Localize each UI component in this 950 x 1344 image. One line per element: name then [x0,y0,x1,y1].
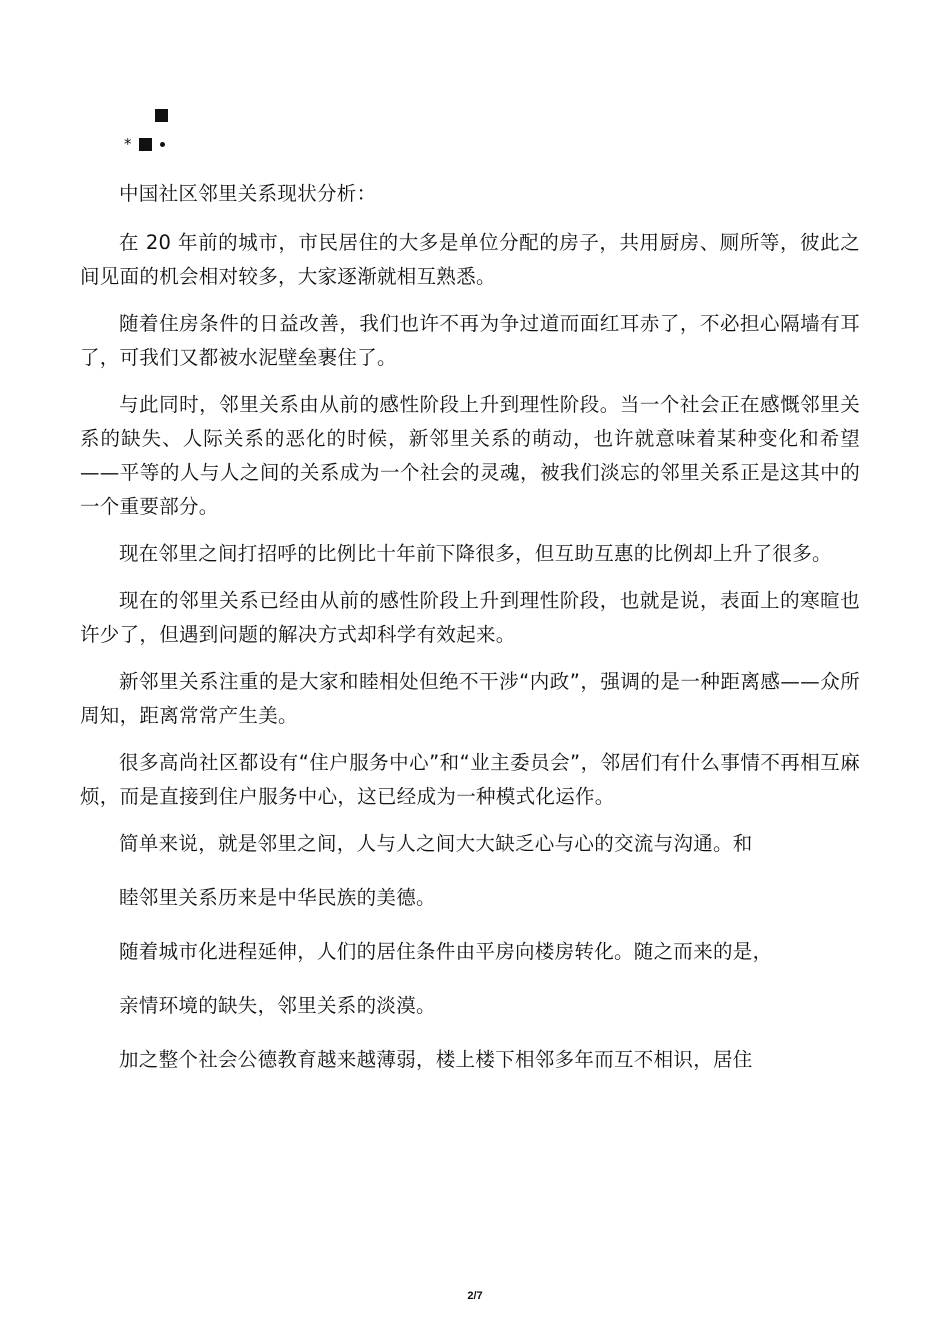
page-number: 2/7 [467,1290,483,1302]
paragraph: 随着城市化进程延伸，人们的居住条件由平房向楼房转化。随之而来的是， [119,940,773,963]
section-heading: 中国社区邻里关系现状分析： [119,182,377,205]
paragraph: 亲情环境的缺失，邻里关系的淡漠。 [119,994,436,1017]
paragraph: 现在邻里之间打招呼的比例比十年前下降很多，但互助互惠的比例却上升了很多。 [119,542,832,565]
asterisk-mark: * [124,135,132,153]
paragraph: 随着住房条件的日益改善，我们也许不再为争过道而面红耳赤了，不必担心隔墙有耳了，可我们又都被水泥壁垒裹住了。 [80,312,860,369]
paragraph: 与此同时，邻里关系由从前的感性阶段上升到理性阶段。当一个社会正在感慨邻里关系的缺失、人际关系的恶化的时候，新邻里关系的萌动，也许就意味着某种变化和希望——平等的人与人之间的关系成为一个社会的灵魂，被我们淡忘的邻里关系正是这其中的一个重要部分。 [80,393,860,518]
paragraph: 现在的邻里关系已经由从前的感性阶段上升到理性阶段，也就是说，表面上的寒暄也许少了，但遇到问题的解决方式却科学有效起来。 [80,589,860,646]
dot-bullet-icon [160,142,165,147]
paragraph: 很多高尚社区都设有“住户服务中心”和“业主委员会”，邻居们有什么事情不再相互麻烦，而是直接到住户服务中心，这已经成为一种模式化运作。 [80,751,860,808]
paragraph: 新邻里关系注重的是大家和睦相处但绝不干涉“内政”，强调的是一种距离感——众所周知，距离常常产生美。 [80,670,860,727]
paragraph: 加之整个社会公德教育越来越薄弱，楼上楼下相邻多年而互不相识，居住 [119,1048,753,1071]
square-bullet-icon [155,109,168,122]
document-body [80,177,860,1097]
decorative-marks [124,106,184,154]
paragraph: 睦邻里关系历来是中华民族的美德。 [119,886,436,909]
paragraph: 简单来说，就是邻里之间，人与人之间大大缺乏心与心的交流与沟通。和 [119,832,753,855]
square-bullet-icon [139,138,152,151]
paragraph: 在 20 年前的城市，市民居住的大多是单位分配的房子，共用厨房、厕所等，彼此之间见面的机会相对较多，大家逐渐就相互熟悉。 [80,231,860,288]
